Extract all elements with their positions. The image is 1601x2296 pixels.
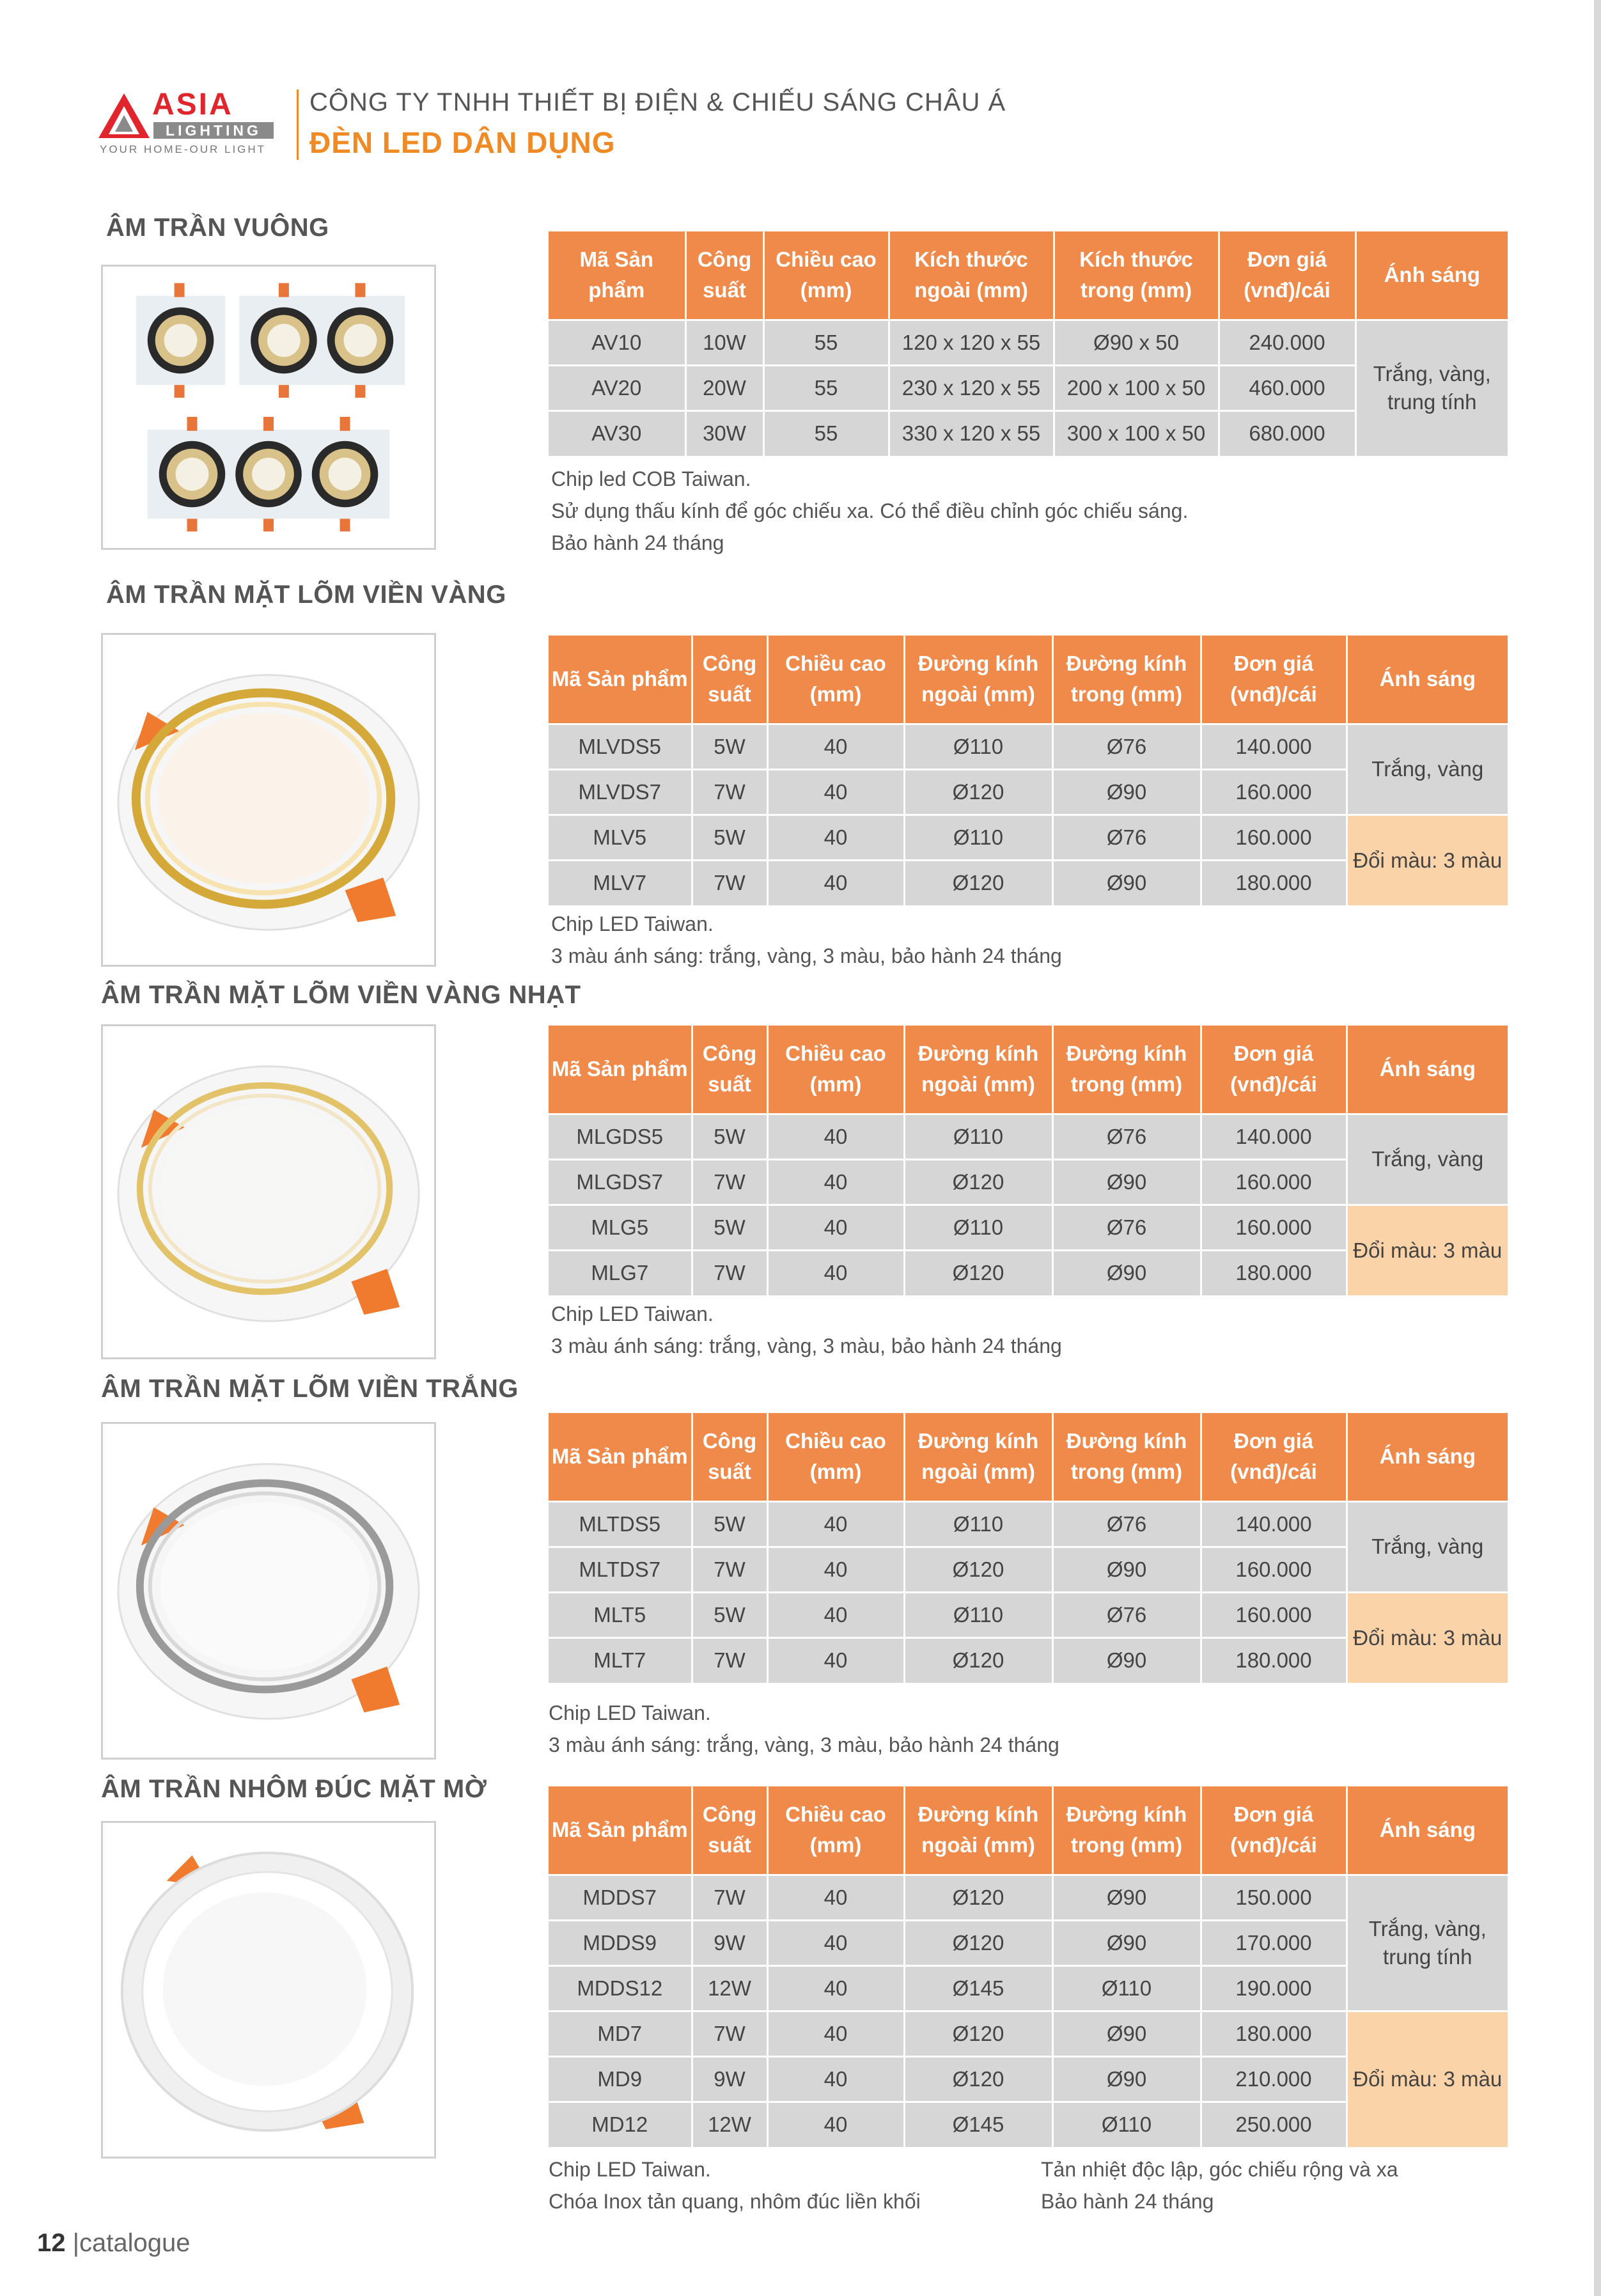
cell-outer: Ø145 [904,2102,1052,2147]
header-cell: Đơn giá (vnđ)/cái [1201,1026,1347,1114]
cell-outer: Ø145 [904,1965,1052,2011]
section-title: ÂM TRẦN NHÔM ĐÚC MẶT MỜ [101,1775,487,1803]
header-divider [297,90,299,160]
cell-power: 7W [692,1547,767,1592]
cell-power: 7W [692,2011,767,2056]
cell-height: 40 [767,1637,904,1683]
cell-light: Trắng, vàng [1347,1114,1508,1205]
cell-code: MLT7 [549,1637,692,1683]
cell-inner: Ø90 [1052,1637,1201,1683]
header-cell: Ánh sáng [1347,1413,1508,1501]
cell-outer: 120 x 120 x 55 [889,320,1054,365]
header-cell: Đường kính trong (mm) [1052,1026,1201,1114]
section-notes [551,463,1188,559]
cell-outer: 330 x 120 x 55 [889,410,1054,456]
cell-power: 20W [685,365,763,410]
cell-light-color-mode: Đổi màu: 3 màu [1347,815,1508,905]
header-cell: Mã Sản phẩm [549,1786,692,1875]
note-line: Chip LED Taiwan. [551,1302,714,1325]
cell-power: 7W [692,1637,767,1683]
cell-outer: Ø120 [904,1920,1052,1965]
cell-height: 40 [767,1205,904,1250]
spec-table-light-gold-rim [549,1026,1508,1295]
header-cell: Đơn giá (vnđ)/cái [1219,231,1355,320]
header-cell: Đường kính ngoài (mm) [904,1413,1052,1501]
cell-height: 40 [767,1592,904,1637]
cell-price: 160.000 [1201,1547,1347,1592]
cell-light-color-mode: Đổi màu: 3 màu [1347,1592,1508,1683]
cell-code: MDDS9 [549,1920,692,1965]
cell-price: 140.000 [1201,1114,1347,1159]
header-cell: Mã Sản phẩm [549,231,685,320]
cell-height: 55 [763,365,889,410]
spec-table-square [549,231,1508,456]
cell-outer: Ø120 [904,860,1052,905]
table-row [549,1114,1508,1159]
cell-height: 40 [767,1875,904,1920]
section-title: ÂM TRẦN MẶT LÕM VIỀN VÀNG NHẠT [101,981,581,1009]
header-cell: Đơn giá (vnđ)/cái [1201,636,1347,724]
note-line: Bảo hành 24 tháng [551,531,724,554]
company-name: CÔNG TY TNHH THIẾT BỊ ĐIỆN & CHIẾU SÁNG CHÂU Á [309,88,1006,116]
cell-inner: Ø90 [1052,1920,1201,1965]
note-line: Tản nhiệt độc lập, góc chiếu rộng và xa [1041,2158,1398,2181]
cell-price: 140.000 [1201,724,1347,769]
cell-code: MLV5 [549,815,692,860]
cell-inner: Ø90 [1052,2056,1201,2102]
cell-light-color-mode: Đổi màu: 3 màu [1347,2011,1508,2147]
cell-light: Trắng, vàng [1347,1501,1508,1592]
cell-power: 5W [692,1114,767,1159]
product-photo-light-gold-rim-downlight [101,1024,436,1359]
brand-logo [97,88,283,160]
footer-label: catalogue [79,2229,191,2257]
section-title: ÂM TRẦN VUÔNG [106,214,329,242]
cell-inner: Ø90 [1052,1875,1201,1920]
header-cell: Chiều cao (mm) [767,636,904,724]
cell-outer: Ø110 [904,1205,1052,1250]
header-cell: Ánh sáng [1347,636,1508,724]
cell-height: 40 [767,724,904,769]
cell-outer: Ø120 [904,1547,1052,1592]
note-line: 3 màu ánh sáng: trắng, vàng, 3 màu, bảo hành 24 tháng [551,944,1062,967]
cell-price: 250.000 [1201,2102,1347,2147]
cell-code: MLT5 [549,1592,692,1637]
spec-table-gold-rim [549,636,1508,905]
cell-outer: 230 x 120 x 55 [889,365,1054,410]
section-notes-right [1041,2153,1398,2217]
cell-outer: Ø110 [904,724,1052,769]
cell-height: 40 [767,2056,904,2102]
header-cell: Đường kính ngoài (mm) [904,1026,1052,1114]
cell-code: MLVDS7 [549,769,692,815]
header-cell: Đường kính ngoài (mm) [904,636,1052,724]
cell-price: 460.000 [1219,365,1355,410]
cell-inner: Ø90 [1052,860,1201,905]
cell-code: MLG7 [549,1250,692,1295]
spec-table-white-rim [549,1413,1508,1683]
cell-power: 7W [692,769,767,815]
cell-power: 9W [692,2056,767,2102]
cell-inner: 300 x 100 x 50 [1054,410,1219,456]
cell-inner: Ø76 [1052,1114,1201,1159]
header-cell: Chiều cao (mm) [767,1026,904,1114]
cell-power: 5W [692,724,767,769]
cell-code: MD12 [549,2102,692,2147]
product-photo-white-rim-downlight [101,1422,436,1760]
cell-price: 170.000 [1201,1920,1347,1965]
cell-outer: Ø120 [904,1159,1052,1205]
header-cell: Ánh sáng [1347,1786,1508,1875]
cell-height: 55 [763,320,889,365]
cell-code: MLG5 [549,1205,692,1250]
cell-inner: Ø76 [1052,1205,1201,1250]
cell-price: 160.000 [1201,815,1347,860]
cell-code: MDDS12 [549,1965,692,2011]
cell-power: 9W [692,1920,767,1965]
header-cell: Mã Sản phẩm [549,636,692,724]
cell-power: 7W [692,1250,767,1295]
cell-outer: Ø120 [904,2011,1052,2056]
note-line: Chóa Inox tản quang, nhôm đúc liền khối [549,2190,921,2213]
page-number: 12 [37,2229,66,2257]
cell-price: 210.000 [1201,2056,1347,2102]
product-photo-gold-rim-downlight [101,633,436,967]
cell-height: 40 [767,2011,904,2056]
cell-code: MD7 [549,2011,692,2056]
cell-height: 40 [767,1250,904,1295]
section-notes [549,2153,921,2217]
cell-light: Trắng, vàng, trung tính [1347,1875,1508,2011]
cell-power: 7W [692,1875,767,1920]
cell-inner: Ø76 [1052,1501,1201,1547]
cell-price: 150.000 [1201,1875,1347,1920]
cell-code: MLGDS7 [549,1159,692,1205]
note-line: Chip LED Taiwan. [551,912,714,935]
cell-outer: Ø110 [904,1501,1052,1547]
cell-power: 10W [685,320,763,365]
header-cell: Chiều cao (mm) [767,1413,904,1501]
cell-power: 30W [685,410,763,456]
note-line: Bảo hành 24 tháng [1041,2190,1214,2213]
note-line: Chip LED Taiwan. [549,2158,711,2181]
note-line: Sử dụng thấu kính để góc chiếu xa. Có thể điều chỉnh góc chiếu sáng. [551,499,1189,522]
cell-power: 5W [692,815,767,860]
header-cell: Đơn giá (vnđ)/cái [1201,1786,1347,1875]
cell-price: 160.000 [1201,769,1347,815]
cell-inner: Ø76 [1052,724,1201,769]
cell-outer: Ø120 [904,1250,1052,1295]
cell-code: MLVDS5 [549,724,692,769]
cell-outer: Ø110 [904,815,1052,860]
header-cell: Đường kính ngoài (mm) [904,1786,1052,1875]
cell-price: 160.000 [1201,1205,1347,1250]
cell-height: 40 [767,769,904,815]
square-downlight-single [136,283,225,398]
section-notes [551,908,1062,972]
table-header-row [549,231,1508,320]
cell-price: 190.000 [1201,1965,1347,2011]
section-notes [551,1298,1062,1362]
table-row [549,1205,1508,1250]
table-header-row [549,1786,1508,1875]
cell-code: MD9 [549,2056,692,2102]
cell-inner: Ø90 [1052,2011,1201,2056]
cell-inner: Ø90 x 50 [1054,320,1219,365]
square-downlight-double [239,283,405,398]
header-cell: Chiều cao (mm) [767,1786,904,1875]
cell-inner: Ø110 [1052,1965,1201,2011]
cell-height: 40 [767,2102,904,2147]
header-cell: Ánh sáng [1355,231,1508,320]
page-footer: 12 |catalogue [37,2229,191,2257]
cell-code: MDDS7 [549,1875,692,1920]
section-title: ÂM TRẦN MẶT LÕM VIỀN TRẮNG [101,1375,519,1403]
table-row [549,1875,1508,1920]
spec-table-matte-aluminum [549,1786,1508,2147]
cell-code: MLTDS5 [549,1501,692,1547]
cell-height: 40 [767,815,904,860]
cell-light-color-mode: Đổi màu: 3 màu [1347,1205,1508,1295]
header-cell: Mã Sản phẩm [549,1026,692,1114]
cell-height: 40 [767,860,904,905]
logo-name: ASIA [152,88,233,121]
cell-price: 240.000 [1219,320,1355,365]
cell-inner: Ø110 [1052,2102,1201,2147]
header-cell: Đường kính trong (mm) [1052,636,1201,724]
cell-inner: Ø90 [1052,1547,1201,1592]
cell-price: 140.000 [1201,1501,1347,1547]
header-cell: Đơn giá (vnđ)/cái [1201,1413,1347,1501]
cell-power: 7W [692,1159,767,1205]
cell-price: 180.000 [1201,1250,1347,1295]
cell-inner: Ø90 [1052,769,1201,815]
header-cell: Công suất [692,1786,767,1875]
header-cell: Mã Sản phẩm [549,1413,692,1501]
cell-price: 680.000 [1219,410,1355,456]
header-cell: Chiều cao (mm) [763,231,889,320]
table-header-row [549,1413,1508,1501]
cell-outer: Ø110 [904,1114,1052,1159]
cell-height: 55 [763,410,889,456]
header-cell: Công suất [692,1413,767,1501]
header-cell: Công suất [692,636,767,724]
cell-inner: Ø90 [1052,1159,1201,1205]
cell-light: Trắng, vàng [1347,724,1508,815]
table-row [549,1501,1508,1547]
page-edge-strip [1594,0,1601,2296]
note-line: 3 màu ánh sáng: trắng, vàng, 3 màu, bảo hành 24 tháng [551,1334,1062,1357]
cell-price: 180.000 [1201,860,1347,905]
cell-power: 5W [692,1205,767,1250]
note-line: Chip led COB Taiwan. [551,467,751,490]
cell-code: AV10 [549,320,685,365]
table-row [549,724,1508,769]
cell-code: MLTDS7 [549,1547,692,1592]
table-row [549,2011,1508,2056]
cell-code: MLGDS5 [549,1114,692,1159]
header-cell: Công suất [692,1026,767,1114]
cell-light: Trắng, vàng, trung tính [1355,320,1508,456]
note-line: Chip LED Taiwan. [549,1701,711,1724]
cell-power: 12W [692,2102,767,2147]
table-header-row [549,1026,1508,1114]
cell-inner: Ø76 [1052,815,1201,860]
cell-price: 180.000 [1201,2011,1347,2056]
cell-outer: Ø120 [904,1637,1052,1683]
table-row [549,815,1508,860]
header-cell: Công suất [685,231,763,320]
cell-price: 160.000 [1201,1159,1347,1205]
cell-code: MLV7 [549,860,692,905]
table-row [549,1592,1508,1637]
cell-outer: Ø120 [904,769,1052,815]
square-downlight-triple [148,417,390,531]
header-cell: Kích thước trong (mm) [1054,231,1219,320]
cell-inner: 200 x 100 x 50 [1054,365,1219,410]
cell-inner: Ø90 [1052,1250,1201,1295]
product-line-title: ĐÈN LED DÂN DỤNG [309,126,616,159]
section-notes [549,1697,1059,1761]
cell-code: AV20 [549,365,685,410]
cell-height: 40 [767,1547,904,1592]
cell-outer: Ø120 [904,1875,1052,1920]
logo-triangle-icon [97,92,151,139]
header-cell: Ánh sáng [1347,1026,1508,1114]
header-cell: Đường kính trong (mm) [1052,1786,1201,1875]
cell-code: AV30 [549,410,685,456]
cell-price: 180.000 [1201,1637,1347,1683]
logo-sub: LIGHTING [153,122,274,139]
header-cell: Kích thước ngoài (mm) [889,231,1054,320]
cell-outer: Ø110 [904,1592,1052,1637]
cell-price: 160.000 [1201,1592,1347,1637]
table-row [549,320,1508,365]
cell-height: 40 [767,1159,904,1205]
cell-power: 5W [692,1592,767,1637]
cell-height: 40 [767,1920,904,1965]
cell-power: 12W [692,1965,767,2011]
cell-height: 40 [767,1501,904,1547]
note-line: 3 màu ánh sáng: trắng, vàng, 3 màu, bảo hành 24 tháng [549,1733,1059,1756]
logo-tagline: YOUR HOME-OUR LIGHT [100,143,267,155]
cell-height: 40 [767,1965,904,2011]
table-header-row [549,636,1508,724]
cell-height: 40 [767,1114,904,1159]
section-title: ÂM TRẦN MẶT LÕM VIỀN VÀNG [106,581,506,609]
cell-power: 7W [692,860,767,905]
product-photo-square-downlight [101,265,436,550]
cell-inner: Ø76 [1052,1592,1201,1637]
product-photo-matte-aluminum-downlight [101,1821,436,2159]
cell-outer: Ø120 [904,2056,1052,2102]
cell-power: 5W [692,1501,767,1547]
header-cell: Đường kính trong (mm) [1052,1413,1201,1501]
